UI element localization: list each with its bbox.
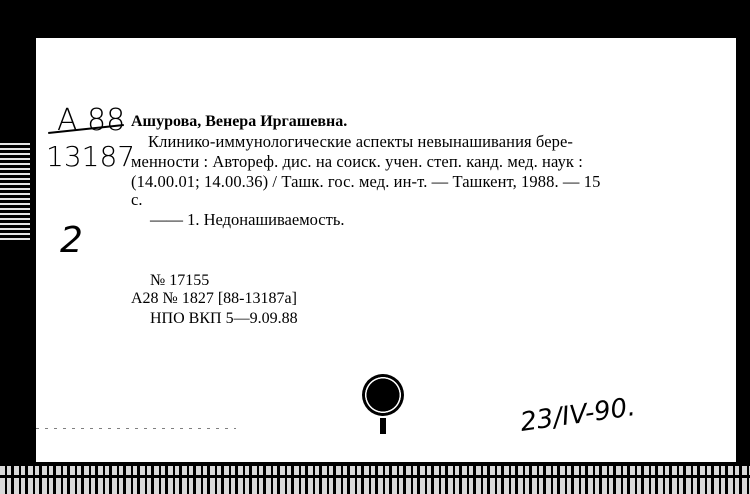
npo-stamp-line: НПО ВКП 5—9.09.88 xyxy=(150,310,298,327)
handwritten-number: 13187 xyxy=(46,140,136,173)
handwritten-date: 23/IV-90. xyxy=(518,392,638,438)
scan-border-top xyxy=(0,0,750,38)
dotted-rule xyxy=(36,428,236,429)
punch-hole xyxy=(362,374,404,416)
author-heading: Ашурова, Венера Иргашевна. xyxy=(131,113,348,130)
handwritten-shelf-mark: А 88 xyxy=(57,103,126,138)
subject-heading: —— 1. Недонашиваемость. xyxy=(150,210,345,229)
title-line-2: менности : Автореф. дис. на соиск. учен. степ. канд. мед. наук : xyxy=(131,152,583,171)
inventory-number: № 17155 xyxy=(150,272,210,289)
scan-border-bottom xyxy=(0,466,750,494)
scan-edge-marks xyxy=(0,140,30,240)
request-number: А28 № 1827 [88-13187а] xyxy=(131,290,297,307)
handwritten-digit: 2 xyxy=(60,220,83,261)
title-line-4: с. xyxy=(131,190,143,209)
title-line-3: (14.00.01; 14.00.36) / Ташк. гос. мед. ин-т. — Ташкент, 1988. — 15 xyxy=(131,172,601,191)
title-line-1: Клинико-иммунологические аспекты невынашивания бере- xyxy=(148,132,573,151)
